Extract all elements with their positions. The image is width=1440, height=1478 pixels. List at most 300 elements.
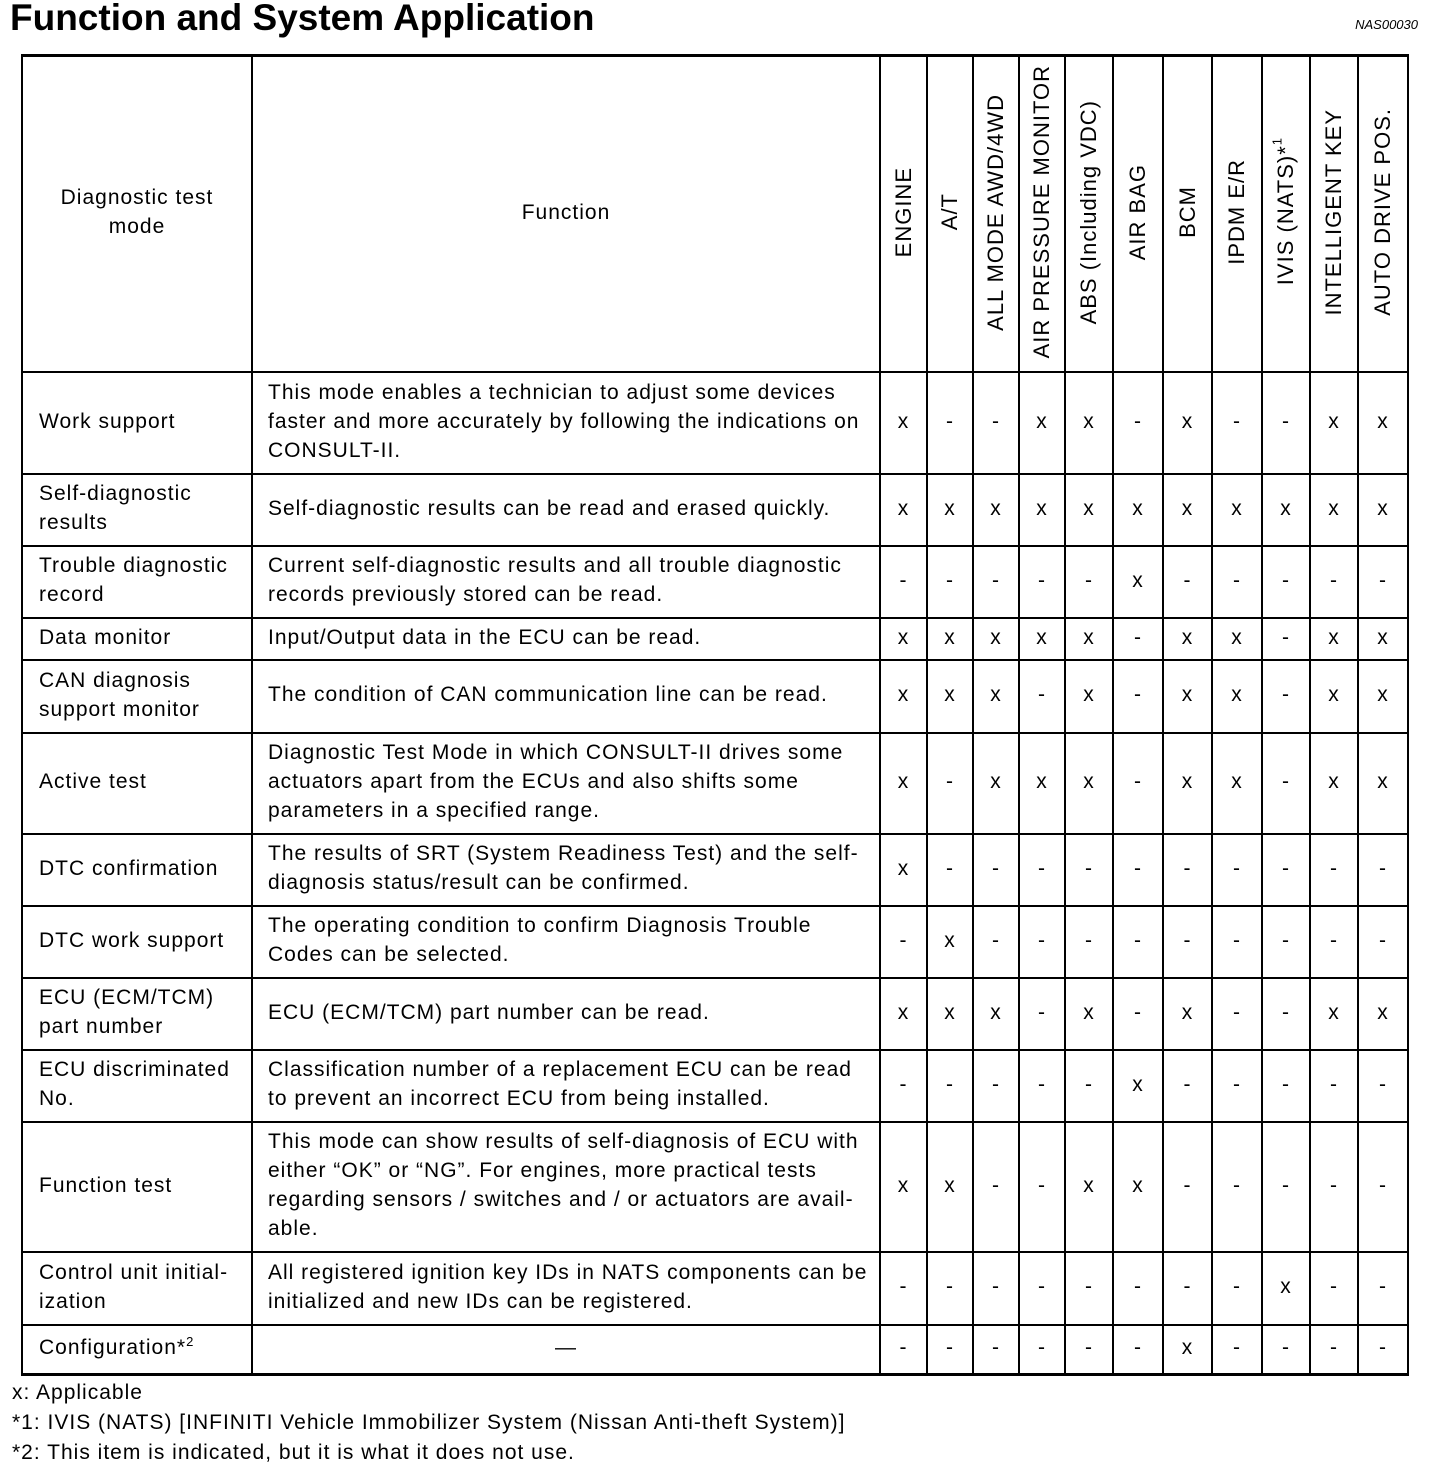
applicability-cell	[1213, 373, 1261, 473]
applicability-mark: -	[1233, 1000, 1241, 1024]
applicability-mark: x	[1132, 1173, 1144, 1197]
applicability-cell	[928, 373, 972, 473]
mode-name-text: results	[39, 511, 108, 534]
applicability-cell	[881, 475, 926, 545]
applicability-cell	[1066, 979, 1112, 1049]
applicability-mark: x	[1181, 409, 1194, 433]
applicability-mark: x	[944, 625, 956, 649]
function-description-line: CONSULT-II.	[268, 438, 402, 462]
function-description	[268, 1127, 859, 1243]
applicability-mark: -	[1085, 1336, 1093, 1359]
mode-name	[39, 1171, 172, 1200]
applicability-cell	[1359, 1051, 1407, 1121]
applicability-mark: -	[1085, 1072, 1093, 1096]
column-header-system	[1164, 57, 1211, 371]
function-cell	[253, 1253, 879, 1324]
system-name-text: AUTO DRIVE POS.	[1370, 108, 1395, 316]
applicability-mark: -	[1282, 409, 1290, 433]
mode-cell	[23, 1326, 251, 1373]
mode-cell	[23, 907, 251, 977]
function-cell	[253, 475, 879, 545]
system-name-text: ABS (Including VDC)	[1076, 99, 1101, 325]
system-name-text: IVIS (NATS)*	[1273, 145, 1298, 286]
applicability-mark: -	[1379, 1072, 1387, 1096]
applicability-cell	[1213, 1051, 1261, 1121]
applicability-mark: -	[946, 1336, 954, 1359]
applicability-cell	[1213, 1326, 1261, 1373]
mode-name	[39, 767, 147, 796]
applicability-cell	[1213, 734, 1261, 833]
applicability-mark: -	[1379, 1275, 1387, 1298]
applicability-cell	[974, 1051, 1018, 1121]
column-header-system	[1114, 57, 1162, 371]
applicability-mark: -	[1330, 1173, 1338, 1197]
applicability-cell	[1020, 734, 1064, 833]
applicability-mark: -	[992, 1072, 1000, 1096]
applicability-mark: -	[992, 1173, 1000, 1197]
function-description-line: This mode enables a technician to adjust some devices	[268, 380, 836, 404]
applicability-cell	[1213, 907, 1261, 977]
mode-name-text: part number	[39, 1015, 164, 1038]
applicability-mark: x	[1377, 496, 1389, 520]
mode-cell	[23, 547, 251, 617]
system-name-text: INTELLIGENT KEY	[1321, 108, 1346, 316]
function-description-line: either “OK” or “NG”. For engines, more practical tests	[268, 1159, 817, 1182]
applicability-cell	[1311, 1123, 1357, 1251]
function-description	[268, 998, 710, 1027]
applicability-mark: x	[1377, 625, 1389, 649]
mode-name	[39, 551, 228, 609]
function-description-line: —	[555, 1336, 577, 1359]
function-description	[268, 680, 828, 709]
system-name	[892, 167, 916, 257]
mode-name-text: No.	[39, 1087, 75, 1110]
applicability-cell	[1263, 835, 1309, 905]
applicability-mark: x	[1083, 1000, 1095, 1024]
applicability-mark: x	[1328, 1000, 1340, 1024]
mode-name	[39, 479, 192, 537]
applicability-cell	[974, 1123, 1018, 1251]
mode-cell	[23, 979, 251, 1049]
applicability-mark: -	[1233, 1336, 1241, 1359]
function-description	[268, 623, 701, 652]
applicability-mark: -	[1085, 856, 1093, 880]
applicability-cell	[1066, 547, 1112, 617]
function-description	[268, 839, 859, 897]
applicability-mark: x	[990, 683, 1002, 706]
column-header-system	[881, 57, 926, 371]
mode-name-line	[39, 1012, 214, 1041]
applicability-cell	[1020, 1123, 1064, 1251]
mode-name-text: Work support	[39, 409, 176, 433]
applicability-mark: -	[1379, 856, 1387, 880]
applicability-mark: -	[992, 856, 1000, 880]
mode-name-text: Data monitor	[39, 625, 172, 649]
mode-name-line	[39, 407, 176, 436]
applicability-cell	[928, 835, 972, 905]
function-description	[268, 378, 859, 465]
mode-cell	[23, 734, 251, 833]
applicability-mark: x	[897, 770, 910, 793]
function-cell	[253, 661, 879, 732]
applicability-cell	[1213, 475, 1261, 545]
mode-name-text: Self-diagnostic	[39, 482, 192, 505]
applicability-cell	[1311, 907, 1357, 977]
mode-name-line	[39, 551, 228, 580]
applicability-mark: -	[1282, 928, 1290, 952]
applicability-cell	[1066, 835, 1112, 905]
applicability-cell	[1213, 1253, 1261, 1324]
mode-name-text: Function test	[39, 1173, 173, 1197]
applicability-cell	[1066, 619, 1112, 659]
mode-name-text: Configuration*	[39, 1336, 187, 1359]
applicability-mark: -	[1330, 928, 1338, 952]
mode-name	[39, 1258, 228, 1316]
footnote-line: *2: This item is indicated, but it is what it does not use.	[12, 1441, 575, 1464]
applicability-mark: x	[990, 625, 1002, 649]
applicability-cell	[1020, 373, 1064, 473]
applicability-cell	[1311, 661, 1357, 732]
applicability-cell	[881, 1253, 926, 1324]
applicability-cell	[1164, 1123, 1211, 1251]
applicability-mark: -	[1282, 1000, 1290, 1024]
applicability-cell	[1164, 1051, 1211, 1121]
applicability-mark: -	[1038, 568, 1046, 592]
applicability-mark: -	[1330, 1275, 1338, 1298]
applicability-cell	[1164, 475, 1211, 545]
applicability-mark: -	[1330, 856, 1338, 880]
applicability-mark: x	[1181, 625, 1194, 649]
applicability-cell	[928, 1051, 972, 1121]
mode-name-text: ECU discriminated	[39, 1058, 230, 1081]
applicability-cell	[1359, 1253, 1407, 1324]
applicability-cell	[1066, 1253, 1112, 1324]
applicability-mark: -	[1183, 1275, 1192, 1298]
applicability-cell	[1020, 979, 1064, 1049]
applicability-cell	[1359, 734, 1407, 833]
applicability-mark: -	[1038, 1000, 1046, 1024]
applicability-mark: -	[1085, 928, 1093, 952]
applicability-mark: -	[946, 409, 954, 433]
applicability-cell	[928, 1123, 972, 1251]
applicability-cell	[1311, 619, 1357, 659]
applicability-mark: x	[1181, 1000, 1194, 1024]
applicability-cell	[1114, 661, 1162, 732]
applicability-mark: x	[1181, 496, 1194, 520]
applicability-cell	[1311, 547, 1357, 617]
applicability-cell	[1359, 547, 1407, 617]
applicability-cell	[1263, 1051, 1309, 1121]
applicability-mark: -	[899, 1072, 908, 1096]
mode-name-line	[39, 983, 214, 1012]
applicability-cell	[1263, 1123, 1309, 1251]
applicability-cell	[1066, 373, 1112, 473]
applicability-cell	[1263, 979, 1309, 1049]
applicability-cell	[1066, 1123, 1112, 1251]
system-name	[1176, 186, 1200, 238]
mode-cell	[23, 475, 251, 545]
function-cell	[253, 1326, 879, 1373]
applicability-mark: -	[992, 1275, 1000, 1298]
function-description	[555, 1333, 577, 1362]
function-description	[268, 1258, 867, 1316]
applicability-cell	[1020, 475, 1064, 545]
mode-name-line	[39, 695, 200, 724]
mode-name	[39, 854, 218, 883]
applicability-mark: -	[1379, 1173, 1387, 1197]
applicability-cell	[974, 547, 1018, 617]
applicability-mark: -	[1282, 1336, 1290, 1359]
applicability-cell	[1114, 907, 1162, 977]
function-cell	[253, 907, 879, 977]
applicability-mark: x	[1036, 409, 1048, 433]
applicability-cell	[1114, 547, 1162, 617]
function-description-line: regarding sensors / switches and / or actuators are avail-	[268, 1188, 854, 1211]
applicability-cell	[881, 373, 926, 473]
footnote-line: *1: IVIS (NATS) [INFINITI Vehicle Immobilizer System (Nissan Anti-theft System)]	[12, 1411, 846, 1434]
applicability-mark: -	[1134, 683, 1142, 706]
applicability-mark: -	[1379, 928, 1387, 952]
applicability-cell	[881, 1326, 926, 1373]
applicability-cell	[1020, 835, 1064, 905]
applicability-mark: -	[1183, 568, 1192, 592]
system-name	[1225, 159, 1249, 265]
system-name-text: A/T	[937, 193, 962, 231]
mode-cell	[23, 373, 251, 473]
mode-name	[39, 1333, 193, 1362]
applicability-cell	[928, 1253, 972, 1324]
applicability-cell	[974, 1326, 1018, 1373]
applicability-cell	[1263, 661, 1309, 732]
function-description-line: ECU (ECM/TCM) part number can be read.	[268, 1000, 710, 1024]
mode-name-text: ization	[39, 1289, 107, 1313]
applicability-cell	[1213, 835, 1261, 905]
system-name-text: AIR BAG	[1125, 163, 1150, 261]
applicability-mark: x	[990, 496, 1002, 520]
applicability-cell	[1020, 619, 1064, 659]
function-description-line: records previously stored can be read.	[268, 583, 664, 606]
applicability-cell	[928, 979, 972, 1049]
applicability-cell	[1359, 475, 1407, 545]
applicability-cell	[881, 619, 926, 659]
applicability-cell	[928, 734, 972, 833]
applicability-mark: -	[1134, 1275, 1142, 1298]
function-description-line: able.	[268, 1217, 319, 1240]
column-header-mode-line: mode	[108, 215, 166, 238]
applicability-cell	[881, 1123, 926, 1251]
applicability-mark: -	[1233, 1173, 1241, 1197]
applicability-mark: x	[1036, 625, 1048, 649]
applicability-cell	[881, 734, 926, 833]
applicability-mark: x	[897, 683, 910, 706]
mode-name-text: DTC confirmation	[39, 856, 219, 880]
applicability-mark: x	[944, 928, 956, 952]
column-header-system	[974, 57, 1018, 371]
footnote-line: x: Applicable	[12, 1381, 143, 1404]
system-name	[1371, 108, 1395, 316]
applicability-mark: -	[946, 856, 954, 880]
applicability-cell	[974, 907, 1018, 977]
applicability-cell	[1066, 907, 1112, 977]
applicability-mark: x	[1377, 409, 1389, 433]
function-description-line: to prevent an incorrect ECU from being installed.	[268, 1087, 770, 1110]
applicability-mark: -	[1330, 1072, 1338, 1096]
applicability-cell	[1164, 661, 1211, 732]
applicability-cell	[1311, 373, 1357, 473]
function-description-line: Input/Output data in the ECU can be read.	[268, 625, 702, 649]
page-title: Function and System Application	[10, 0, 595, 38]
applicability-mark: x	[1231, 770, 1243, 793]
applicability-mark: -	[1183, 1072, 1192, 1096]
function-cell	[253, 979, 879, 1049]
function-cell	[253, 1051, 879, 1121]
mode-name-line	[39, 767, 147, 796]
applicability-cell	[1114, 979, 1162, 1049]
mode-name	[39, 1055, 230, 1113]
applicability-mark: -	[1233, 409, 1241, 433]
system-name	[1077, 100, 1101, 324]
applicability-mark: -	[1233, 856, 1241, 880]
function-description-line: The results of SRT (System Readiness Test) and the self-	[268, 842, 859, 865]
applicability-cell	[1213, 619, 1261, 659]
applicability-cell	[1066, 734, 1112, 833]
function-description	[268, 1055, 852, 1113]
applicability-mark: x	[990, 1000, 1002, 1024]
applicability-mark: x	[1377, 1000, 1389, 1024]
applicability-cell	[974, 1253, 1018, 1324]
function-description-line: The operating condition to confirm Diagnosis Trouble	[268, 914, 812, 937]
column-header-system	[1213, 57, 1261, 371]
applicability-cell	[1114, 1253, 1162, 1324]
function-description-line: Codes can be selected.	[268, 943, 510, 966]
applicability-cell	[1263, 1253, 1309, 1324]
system-name	[938, 193, 962, 230]
applicability-mark: -	[1282, 683, 1290, 706]
mode-name-text: support monitor	[39, 697, 200, 721]
system-name-text: ENGINE	[890, 166, 916, 258]
applicability-cell	[1164, 734, 1211, 833]
applicability-mark: x	[897, 1173, 910, 1197]
applicability-mark: -	[946, 1072, 954, 1096]
footnote-marker: 1	[1269, 138, 1285, 146]
applicability-mark: x	[1231, 625, 1243, 649]
applicability-cell	[1359, 907, 1407, 977]
applicability-mark: -	[1038, 856, 1046, 880]
function-description	[268, 911, 811, 969]
function-description-line: actuators apart from the ECUs and also shifts some	[268, 770, 799, 793]
mode-name-line	[39, 479, 192, 508]
applicability-mark: x	[944, 683, 956, 706]
applicability-mark: x	[1132, 496, 1144, 520]
applicability-mark: -	[899, 1275, 908, 1298]
system-name-text: ALL MODE AWD/4WD	[983, 93, 1008, 331]
column-header-mode-line: Diagnostic test	[60, 186, 214, 209]
function-description-line: Current self-diagnostic results and all trouble diagnostic	[268, 554, 842, 577]
applicability-cell	[1114, 619, 1162, 659]
applicability-cell	[1311, 835, 1357, 905]
applicability-mark: -	[1038, 683, 1046, 706]
mode-name	[39, 666, 200, 724]
mode-name-line	[39, 508, 192, 537]
applicability-mark: -	[1282, 1173, 1290, 1197]
applicability-cell	[881, 835, 926, 905]
applicability-mark: -	[992, 568, 1000, 592]
function-description	[268, 551, 842, 609]
function-description-line: All registered ignition key IDs in NATS components can be	[268, 1260, 868, 1284]
applicability-mark: -	[946, 1275, 954, 1298]
applicability-cell	[1114, 1326, 1162, 1373]
applicability-mark: -	[992, 1336, 1000, 1359]
column-header-system	[928, 57, 972, 371]
applicability-cell	[928, 475, 972, 545]
applicability-mark: -	[1233, 1072, 1241, 1096]
applicability-mark: x	[1181, 683, 1194, 706]
applicability-cell	[1359, 979, 1407, 1049]
system-name	[984, 94, 1008, 331]
applicability-cell	[1164, 979, 1211, 1049]
applicability-mark: -	[1183, 1173, 1192, 1197]
applicability-mark: x	[1280, 496, 1292, 520]
column-header-system	[1020, 57, 1064, 371]
applicability-mark: -	[899, 1336, 908, 1359]
mode-name-text: DTC work support	[39, 928, 225, 952]
applicability-mark: x	[1231, 683, 1243, 706]
applicability-mark: -	[946, 568, 954, 592]
applicability-cell	[1263, 619, 1309, 659]
applicability-cell	[1164, 373, 1211, 473]
applicability-cell	[881, 547, 926, 617]
applicability-cell	[1359, 619, 1407, 659]
applicability-mark: x	[1181, 770, 1194, 793]
function-description-line: parameters in a specified range.	[268, 799, 600, 822]
mode-name-text: Active test	[39, 770, 147, 793]
applicability-mark: x	[1328, 625, 1340, 649]
system-name-text: AIR PRESSURE MONITOR	[1029, 65, 1054, 359]
applicability-mark: x	[1231, 496, 1243, 520]
applicability-cell	[881, 907, 926, 977]
applicability-mark: -	[1282, 856, 1290, 880]
applicability-mark: -	[1183, 928, 1192, 952]
column-header-function	[253, 57, 879, 371]
applicability-cell	[1066, 661, 1112, 732]
applicability-cell	[1066, 1326, 1112, 1373]
applicability-mark: x	[1036, 770, 1048, 793]
applicability-cell	[1263, 475, 1309, 545]
applicability-cell	[1311, 1253, 1357, 1324]
applicability-mark: x	[897, 409, 910, 433]
applicability-mark: -	[1038, 928, 1046, 952]
mode-name-line	[39, 623, 171, 652]
applicability-cell	[1114, 1123, 1162, 1251]
applicability-cell	[1359, 835, 1407, 905]
applicability-cell	[1164, 907, 1211, 977]
applicability-cell	[1311, 1326, 1357, 1373]
mode-name-line	[39, 1171, 172, 1200]
applicability-cell	[928, 619, 972, 659]
mode-cell	[23, 1253, 251, 1324]
system-name-text: IPDM E/R	[1224, 159, 1249, 265]
applicability-mark: -	[1330, 568, 1338, 592]
applicability-mark: x	[897, 625, 910, 649]
function-description-line: The condition of CAN communication line can be read.	[268, 683, 828, 706]
applicability-cell	[1164, 1326, 1211, 1373]
applicability-mark: -	[1134, 1336, 1142, 1359]
column-header-system	[1359, 57, 1407, 371]
applicability-cell	[1020, 661, 1064, 732]
applicability-mark: -	[1038, 1336, 1046, 1359]
mode-name	[39, 926, 224, 955]
applicability-cell	[1213, 1123, 1261, 1251]
